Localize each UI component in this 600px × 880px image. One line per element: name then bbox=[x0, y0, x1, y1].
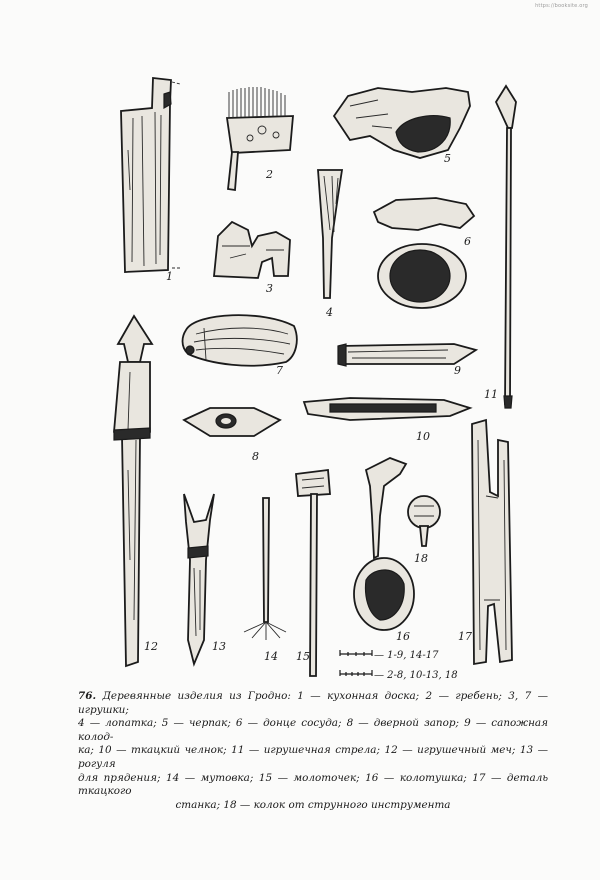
item-number-7: 7 bbox=[276, 364, 283, 377]
item-number-17: 17 bbox=[458, 630, 472, 643]
caption-line-2: 4 — лопатка; 5 — черпак; 6 — донце сосуда; 8 — дверной запор; 9 — сапожная колод- bbox=[78, 717, 548, 743]
scale-bar-large bbox=[340, 650, 439, 661]
item-number-12: 12 bbox=[144, 640, 158, 653]
caption-line-3: ка; 10 — ткацкий челнок; 11 — игрушечная стрела; 12 — игрушечный меч; 13 — рогуля bbox=[78, 744, 548, 770]
item-number-18: 18 bbox=[414, 552, 428, 565]
artifact-weaving-shuttle-drawing bbox=[304, 398, 470, 420]
item-number-8: 8 bbox=[252, 450, 259, 463]
figure-caption bbox=[78, 690, 548, 812]
artifact-toy-horses-drawing bbox=[214, 222, 290, 278]
item-number-13: 13 bbox=[212, 640, 226, 653]
artifact-kitchen-board-drawing bbox=[121, 78, 182, 272]
artifact-mallet-drawing bbox=[296, 470, 330, 676]
item-number-3: 3 bbox=[266, 282, 273, 295]
artifact-toy-boat-drawing bbox=[183, 315, 297, 366]
item-number-15: 15 bbox=[296, 650, 310, 663]
artifact-spatula-drawing bbox=[318, 170, 342, 298]
artifact-comb-drawing bbox=[227, 87, 293, 190]
item-number-9: 9 bbox=[454, 364, 461, 377]
caption-line-1-text: Деревянные изделия из Гродно: 1 — кухонная доска; 2 — гребень; 3, 7 — игрушки; bbox=[78, 690, 548, 716]
artifact-door-latch-drawing bbox=[184, 408, 280, 436]
figure-number: 76. bbox=[78, 690, 97, 702]
artifact-toy-sword-drawing bbox=[114, 316, 152, 666]
scale-label-2: — 2-8, 10-13, 18 bbox=[374, 670, 458, 681]
artifact-toy-arrow-drawing bbox=[496, 86, 516, 408]
caption-line-4: для прядения; 14 — мутовка; 15 — молоточек; 16 — колотушка; 17 — деталь ткацкого bbox=[78, 771, 548, 798]
artifact-beater-drawing bbox=[354, 458, 414, 630]
scale-label-1: — 1-9, 14-17 bbox=[374, 650, 439, 661]
item-number-14: 14 bbox=[264, 650, 278, 663]
item-number-5: 5 bbox=[444, 152, 451, 165]
scale-bar-small bbox=[340, 670, 458, 681]
caption-line-5: станка; 18 — колок от струнного инструмента bbox=[175, 798, 451, 811]
item-number-10: 10 bbox=[416, 430, 430, 443]
item-number-6: 6 bbox=[464, 235, 471, 248]
item-number-11: 11 bbox=[484, 388, 498, 401]
item-number-2: 2 bbox=[266, 168, 273, 181]
watermark: https://booksite.org bbox=[535, 3, 588, 9]
artifact-shoe-last-drawing bbox=[338, 344, 476, 366]
artifact-loom-part-drawing bbox=[472, 420, 512, 664]
caption-line-1 bbox=[78, 690, 548, 717]
artifact-whisk-drawing bbox=[244, 498, 286, 640]
item-number-4: 4 bbox=[326, 306, 333, 319]
item-number-1: 1 bbox=[166, 270, 173, 283]
item-number-16: 16 bbox=[396, 630, 410, 643]
artifact-ladle-drawing bbox=[334, 88, 470, 158]
artifact-vessel-bottom-drawing bbox=[374, 198, 474, 308]
artifact-distaff-drawing bbox=[184, 494, 214, 664]
artifact-tuning-peg-drawing bbox=[408, 496, 440, 546]
